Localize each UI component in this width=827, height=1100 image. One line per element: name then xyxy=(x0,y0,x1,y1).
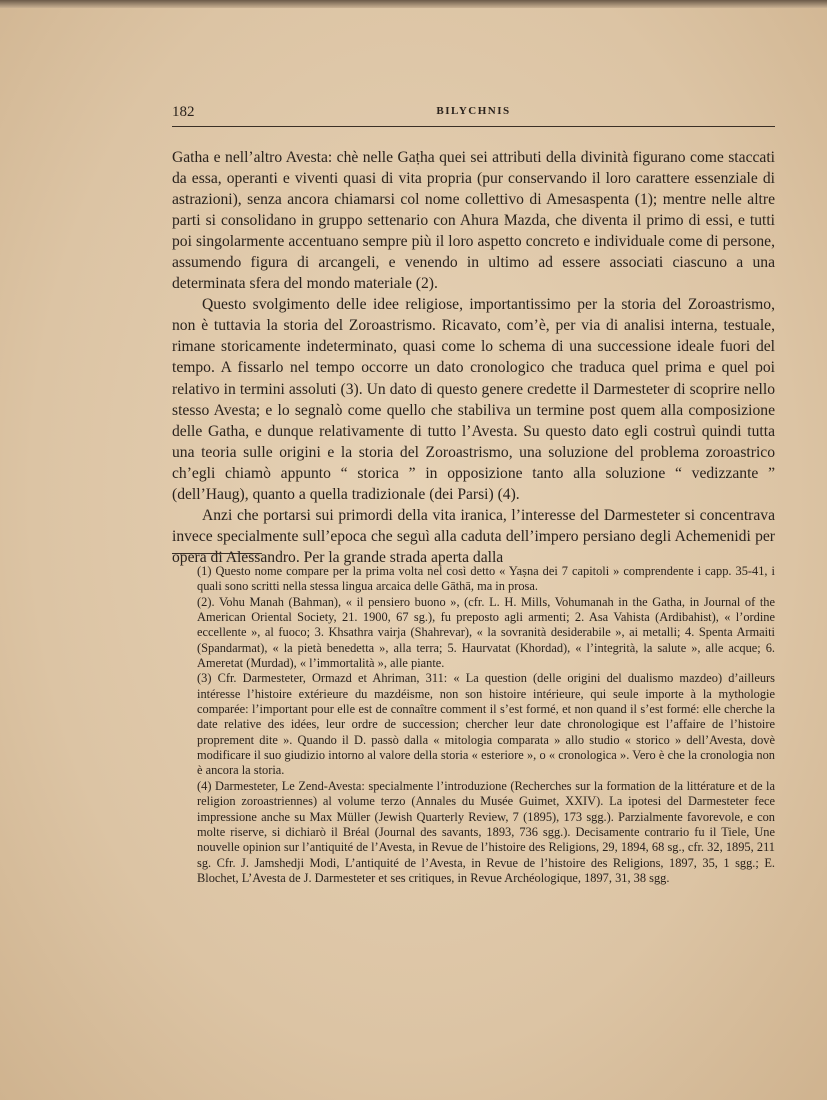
footnote: (2). Vohu Manah (Bahman), « il pensiero buono », (cfr. L. H. Mills, Vohumanah in the Gatha, in Journal of the American Oriental Society, 21. 1900, 67 sg.), fu preposto agli armenti; 2. Asa Vahista (Ardibahist), « l’ordine eccellente », al fuoco; 3. Khsathra vairja (Shahrevar), « la sovranità desiderabile », ai metalli; 4. Spenta Armaiti (Spandarmat), « la pietà benedetta », alla terra; 5. Haurvatat (Khordad), « l’integrità, la salute », alle acque; 6. Ameretat (Murdad), « l’immortalità », alle piante. xyxy=(197,594,775,671)
body-paragraph: Questo svolgimento delle idee religiose, importantissimo per la storia del Zoroastrismo, non è tuttavia la storia del Zoroastrismo. Ricavato, com’è, per via di analisi interna, testuale, rimane storicamente indeterminato, quasi come lo schema di una successione ideale fuori del tempo. A fissarlo nel tempo occorre un dato cronologico che traduca quel prima e quel poi relativo in termini assoluti (3). Un dato di questo genere credette il Darmesteter di scoprire nello stesso Avesta; e lo segnalò come quello che stabiliva un termine post quem alla composizione delle Gatha, e dunque relativamente di tutto l’Avesta. Su questo dato egli costruì quindi tutta una teoria sulle origini e la storia del Zoroastrismo, una soluzione del problema zoroastrico ch’egli chiamò appunto “ storica ” in opposizione tanto alla soluzione “ vedizzante ” (dell’Haug), quanto a quella tradizionale (dei Parsi) (4). xyxy=(172,296,775,503)
footnote: (3) Cfr. Darmesteter, Ormazd et Ahriman, 311: « La question (delle origini del dualismo mazdeo) d’ailleurs intéresse l’histoire extérieure du mazdéisme, non son histoire intérieure, qui seule importe à la mythologie comparée: l’important pour elle est de connaître comment il s’est formé, et non quand il s’est formé: elle cherche la date relative des idées, leur ordre de succession; chercher leur date chronologique est l’affaire de l’histoire proprement dite ». Quando il D. passò dalla « mitologia comparata » allo studio « storico » dell’Avesta, dovè modificare il suo giudizio intorno al valore della storia « esteriore », o « cronologica ». Vero è che la cronologia non è ancora la storia. xyxy=(197,671,775,778)
body-paragraph: Anzi che portarsi sui primordi della vita iranica, l’interesse del Darmesteter si concentrava invece specialmente sull’epoca che seguì alla caduta dell’impero persiano degli Achemenidi per opera di Alessandro. Per la grande strada aperta dalla xyxy=(172,506,775,566)
body-paragraph: Gatha e nell’altro Avesta: chè nelle Gaṭha quei sei attributi della divinità figurano come staccati da essa, operanti e viventi quasi di vita propria (pur conservando il loro carattere essenziale di astrazioni), senza ancora chiamarsi col nome collettivo di Amesaspenta (1); mentre nelle altre parti si consolidano in gruppo settenario con Ahura Mazda, che diventa il primo di essi, e tutti poi singolarmente accentuano sempre più il loro aspetto concreto e individuale come di persone, assumendo figura di arcangeli, e venendo in ultimo ad essere associati ciascuno a una determinata sfera del mondo materiale (2). xyxy=(172,149,775,293)
footnote: (4) Darmesteter, Le Zend-Avesta: specialmente l’introduzione (Recherches sur la formation de la littérature et de la religion zoroastriennes) al volume terzo (Annales du Musée Guimet, XXIV). La ipotesi del Darmesteter fece impressione anche su Max Müller (Jewish Quarterly Review, 7 (1895), 173 sgg.). Parzialmente favorevole, e con molte riserve, si dichiarò il Bréal (Journal des savants, 1893, 736 sgg.). Decisamente contrario fu il Tiele, Une nouvelle opinion sur l’antiquité de l’Avesta, in Revue de l’histoire des Religions, 29, 1894, 68 sg., cfr. 32, 1895, 211 sg. Cfr. J. Jamshedji Modi, L’antiquité de l’Avesta, in Revue de l’histoire des Religions, 1897, 35, 1 sgg.; E. Blochet, L’Avesta de J. Darmesteter et ses critiques, in Revue Archéologique, 1897, 31, 38 sgg. xyxy=(197,778,775,885)
page-header xyxy=(172,104,775,127)
running-title: BILYCHNIS xyxy=(436,105,511,117)
footnotes xyxy=(197,564,775,886)
page-number: 182 xyxy=(172,104,195,120)
page-top-edge xyxy=(0,0,827,8)
footnote: (1) Questo nome compare per la prima volta nel così detto « Yaṣna dei 7 capitoli » comprendente i capp. 35-41, i quali sono scritti nella stessa lingua arcaica delle Gāthā, ma in prosa. xyxy=(197,564,775,594)
footnote-divider xyxy=(172,553,262,554)
body-text xyxy=(172,147,775,568)
